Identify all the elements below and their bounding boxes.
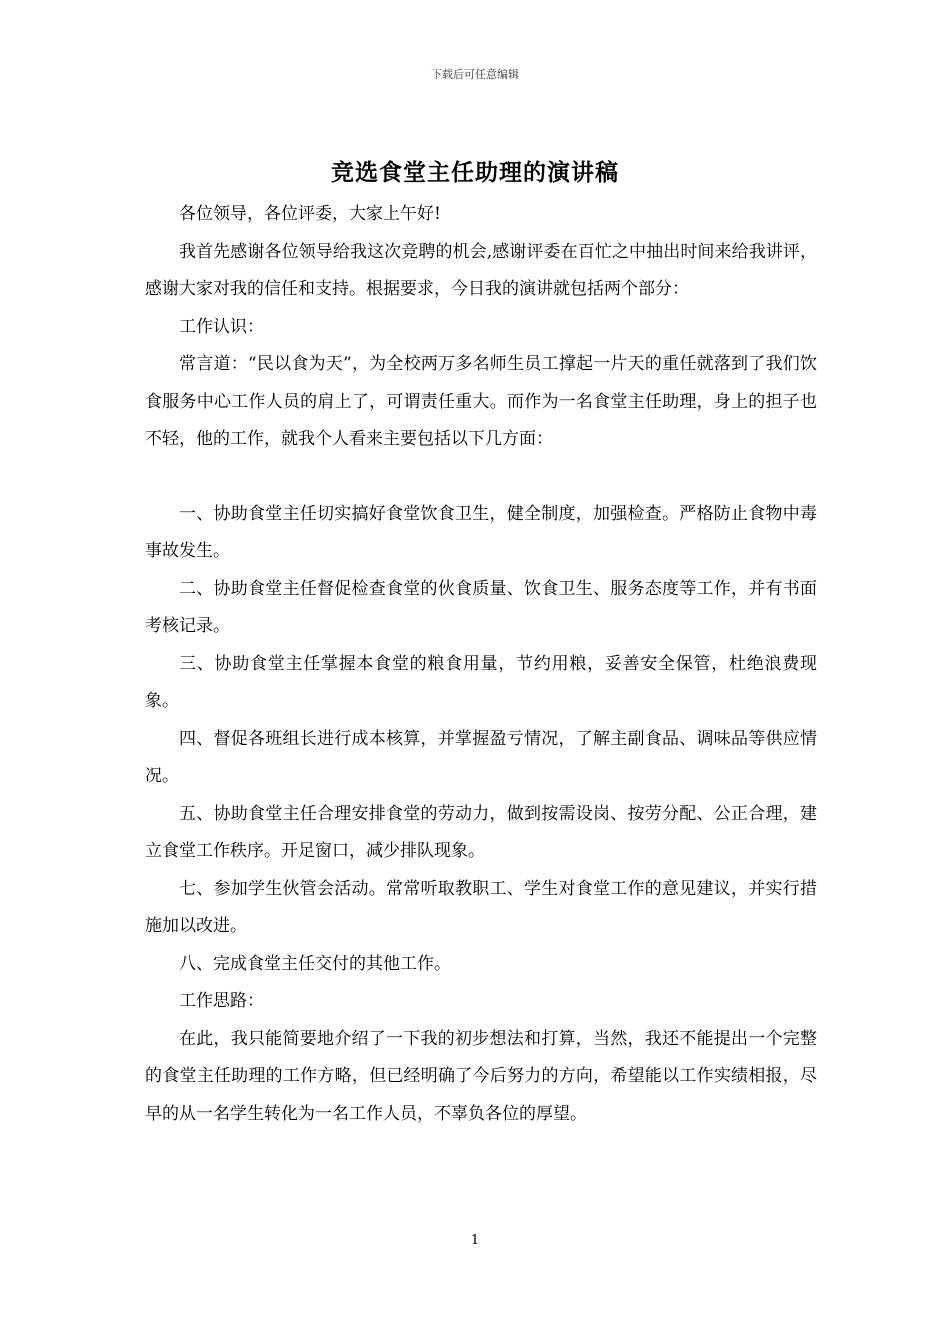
list-item-duty-8: 八、完成食堂主任交付的其他工作。 (179, 953, 451, 974)
paragraph-greeting: 各位领导，各位评委，大家上午好! (179, 204, 441, 224)
list-item-duty-3: 三、协助食堂主任掌握本食堂的粮食用量，节约用粮，妥善安全保管，杜绝浪费现象。 (145, 653, 817, 711)
paragraph-conclusion: 在此，我只能简要地介绍了一下我的初步想法和打算，当然，我还不能提出一个完整的食堂主任助理的工作方略，但已经明确了今后努力的方向，希望能以工作实绩相报，尽早的从一名学生转化为一名工作人员，不辜负各位的厚望。 (145, 1028, 817, 1124)
paragraph-spacer (145, 459, 817, 496)
document-title: 竞选食堂主任助理的演讲稿 (331, 159, 619, 186)
header-note: 下载后可任意编辑 (431, 68, 519, 81)
list-item-duty-5: 五、协助食堂主任合理安排食堂的劳动力，做到按需设岗、按劳分配、公正合理，建立食堂工作秩序。开足窗口，减少排队现象。 (145, 803, 817, 861)
list-item-duty-1: 一、协助食堂主任切实搞好食堂饮食卫生，健全制度，加强检查。严格防止食物中毒事故发生。 (145, 503, 817, 561)
document-body (145, 196, 817, 1133)
list-item-duty-7: 七、参加学生伙管会活动。常常听取教职工、学生对食堂工作的意见建议，并实行措施加以改进。 (145, 878, 817, 936)
section-heading-work-ideas: 工作思路： (179, 991, 264, 1011)
list-item-duty-2: 二、协助食堂主任督促检查食堂的伙食质量、饮食卫生、服务态度等工作，并有书面考核记录。 (145, 578, 817, 636)
page-number: 1 (470, 1233, 480, 1248)
section-heading-work-understanding: 工作认识： (179, 316, 264, 337)
paragraph-thanks: 我首先感谢各位领导给我这次竞聘的机会,感谢评委在百忙之中抽出时间来给我讲评，感谢大家对我的信任和支持。根据要求，今日我的演讲就包括两个部分： (145, 241, 817, 299)
paragraph-responsibility: 常言道：“民以食为天”，为全校两万多名师生员工撑起一片天的重任就落到了我们饮食服务中心工作人员的肩上了，可谓责任重大。而作为一名食堂主任助理，身上的担子也不轻，他的工作，就我个人看来主要包括以下几方面： (145, 354, 817, 449)
list-item-duty-4: 四、督促各班组长进行成本核算，并掌握盈亏情况，了解主副食品、调味品等供应情况。 (145, 728, 817, 786)
